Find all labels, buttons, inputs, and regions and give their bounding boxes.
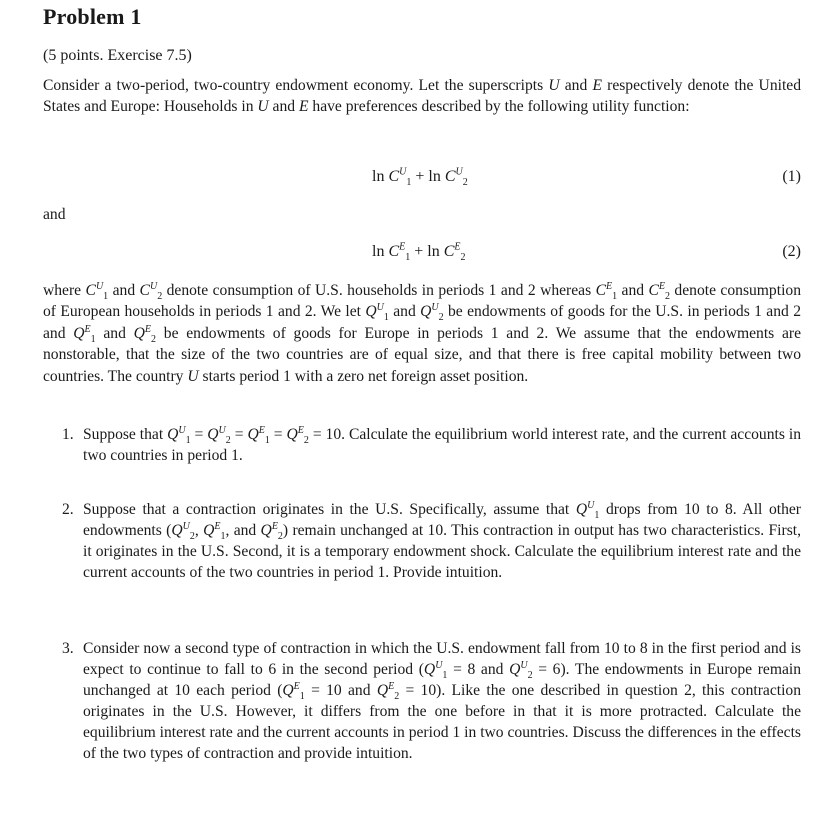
equation-2: $\ln C^E_1 + \ln C^E_2$ (2) xyxy=(372,241,801,264)
question-2-text: Suppose that a contraction originates in the U.S. Specifically, assume that $Q^U_1$ drops from 10 to 8. All other endowments ($Q^U_2$, $Q^E_1$, and $Q^E_2$) remain unchanged at 10. This contraction in output has two characteristics. First, it originates in the U.S. Second, it is a temporary endowment shock. Calculate the equilibrium interest rate and the current accounts of the two countries in period 1. Provide intuition. xyxy=(83,499,801,581)
equation-1: $\ln C^U_1 + \ln C^U_2$ (1) xyxy=(372,166,801,189)
question-3 xyxy=(62,638,801,764)
intro-paragraph: Consider a two-period, two-country endowment economy. Let the superscripts U and E respectively denote the United States and Europe: Households in U and E have preferences described by the following utility function: xyxy=(43,77,802,115)
equation-number-1: (1) xyxy=(782,168,801,185)
equation-number-2: (2) xyxy=(782,243,801,260)
points-note: (5 points. Exercise 7.5) xyxy=(43,47,192,64)
question-2 xyxy=(62,499,801,583)
question-3-number: 3. xyxy=(62,640,74,657)
page-title: Problem 1 xyxy=(43,4,142,29)
question-2-number: 2. xyxy=(62,501,74,518)
definitions-paragraph: where $C^U_1$ and $C^U_2$ denote consumption of U.S. households in periods 1 and 2 whereas $C^E_1$ and $C^E_2$ denote consumption of European households in periods 1 and 2. We let $Q^U_1$ and $Q^U_2$ be endowments of goods for the U.S. in periods 1 and 2 and $Q^E_1$ and $Q^E_2$ be endowments of goods for Europe in periods 1 and 2. We assume that the endowments are nonstorable, that the size of the two countries are of equal size, and that there is free capital mobility between two countries. The country U starts period 1 with a zero net foreign asset position. xyxy=(43,280,802,385)
question-1-number: 1. xyxy=(62,426,74,443)
question-3-text: Consider now a second type of contraction in which the U.S. endowment fall from 10 to 8 in the first period and is expect to continue to fall to 6 in the second period ($Q^U_1 = 8$ and $Q^U_2 = 6$). The endowments in Europe remain unchanged at 10 each period ($Q^E_1 = 10$ and $Q^E_2 = 10$). Like the one described in question 2, this contraction originates in the U.S. However, it differs from the one before in that it is more protracted. Calculate the equilibrium interest rate and the current accounts in period 1 in two countries. Discuss the differences in the effects of the two types of contraction and provide intuition. xyxy=(83,640,801,762)
question-1 xyxy=(62,424,801,466)
and-connector: and xyxy=(43,206,66,223)
question-1-text: Suppose that $Q^U_1 = Q^U_2 = Q^E_1 = Q^E_2 = 10$. Calculate the equilibrium world interest rate, and the current accounts in two countries in period 1. xyxy=(83,424,801,464)
